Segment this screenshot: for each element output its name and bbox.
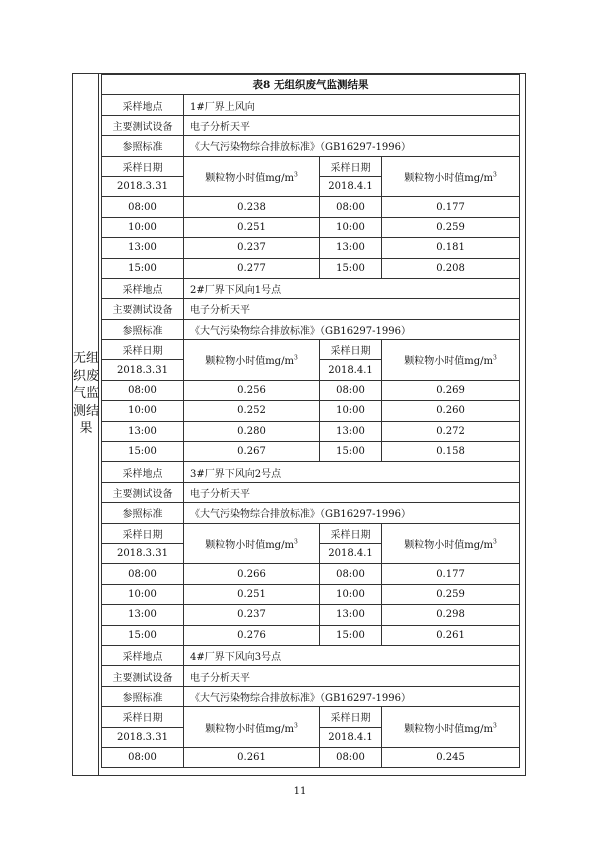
value-header-1	[184, 156, 320, 197]
value-header-text: 颗粒物小时值mg/m	[404, 723, 493, 735]
value-cell: 0.261	[382, 625, 520, 645]
standard-row	[102, 686, 520, 706]
date-header-row	[102, 156, 520, 176]
value-cell: 0.237	[184, 238, 320, 258]
equipment-row	[102, 482, 520, 502]
table-row	[102, 401, 520, 421]
unit-superscript: 3	[293, 355, 298, 363]
date-label-1: 采样日期	[102, 156, 184, 176]
date-value-1: 2018.3.31	[102, 727, 184, 747]
time-cell: 15:00	[320, 258, 382, 278]
value-cell: 0.266	[184, 564, 320, 584]
standard-label: 参照标准	[102, 686, 184, 706]
site-value: 1#厂界上风向	[184, 95, 520, 115]
unit-superscript: 3	[293, 171, 298, 179]
equipment-label: 主要测试设备	[102, 482, 184, 502]
table-row	[102, 380, 520, 400]
value-cell: 0.280	[184, 421, 320, 441]
date-value-1: 2018.3.31	[102, 176, 184, 196]
time-cell: 15:00	[102, 442, 184, 462]
value-cell: 0.298	[382, 605, 520, 625]
value-header-1	[184, 340, 320, 381]
table-row	[102, 421, 520, 441]
table-row	[102, 605, 520, 625]
unit-superscript: 3	[492, 355, 497, 363]
standard-row	[102, 319, 520, 339]
site-label: 采样地点	[102, 278, 184, 298]
value-header-1	[184, 523, 320, 564]
time-cell: 15:00	[320, 442, 382, 462]
time-cell: 13:00	[320, 605, 382, 625]
value-cell: 0.177	[382, 564, 520, 584]
date-label-2: 采样日期	[320, 340, 382, 360]
unit-superscript: 3	[293, 538, 298, 546]
time-cell: 10:00	[102, 217, 184, 237]
time-cell: 08:00	[102, 564, 184, 584]
equipment-label: 主要测试设备	[102, 115, 184, 135]
site-row	[102, 462, 520, 482]
time-cell: 08:00	[102, 380, 184, 400]
results-table	[101, 74, 520, 768]
standard-value: 《大气污染物综合排放标准》（GB16297-1996）	[184, 686, 520, 706]
time-cell: 08:00	[320, 564, 382, 584]
value-header-2	[382, 156, 520, 197]
table-title: 表8 无组织废气监测结果	[102, 75, 520, 95]
table-row	[102, 584, 520, 604]
unit-superscript: 3	[492, 171, 497, 179]
standard-row	[102, 503, 520, 523]
value-cell: 0.177	[382, 197, 520, 217]
date-label-1: 采样日期	[102, 707, 184, 727]
value-header-text: 颗粒物小时值mg/m	[404, 172, 493, 184]
table-row	[102, 564, 520, 584]
results-table-container	[101, 74, 519, 768]
site-value: 4#厂界下风向3号点	[184, 645, 520, 665]
value-header-text: 颗粒物小时值mg/m	[205, 356, 294, 368]
site-label: 采样地点	[102, 462, 184, 482]
time-cell: 10:00	[320, 217, 382, 237]
time-cell: 10:00	[102, 584, 184, 604]
standard-value: 《大气污染物综合排放标准》（GB16297-1996）	[184, 503, 520, 523]
table-row	[102, 197, 520, 217]
equipment-row	[102, 115, 520, 135]
site-label: 采样地点	[102, 95, 184, 115]
equipment-value: 电子分析天平	[184, 115, 520, 135]
value-cell: 0.158	[382, 442, 520, 462]
standard-label: 参照标准	[102, 503, 184, 523]
time-cell: 08:00	[320, 380, 382, 400]
date-value-2: 2018.4.1	[320, 176, 382, 196]
date-label-2: 采样日期	[320, 707, 382, 727]
value-header-2	[382, 707, 520, 748]
time-cell: 15:00	[320, 625, 382, 645]
value-cell: 0.272	[382, 421, 520, 441]
table-row	[102, 625, 520, 645]
report-frame	[72, 73, 526, 776]
value-cell: 0.269	[382, 380, 520, 400]
value-cell: 0.245	[382, 747, 520, 767]
date-header-row	[102, 340, 520, 360]
value-cell: 0.252	[184, 401, 320, 421]
date-label-2: 采样日期	[320, 523, 382, 543]
value-header-2	[382, 340, 520, 381]
equipment-label: 主要测试设备	[102, 299, 184, 319]
time-cell: 13:00	[320, 421, 382, 441]
time-cell: 13:00	[102, 605, 184, 625]
value-header-text: 颗粒物小时值mg/m	[205, 539, 294, 551]
value-cell: 0.276	[184, 625, 320, 645]
value-header-text: 颗粒物小时值mg/m	[404, 356, 493, 368]
date-value-2: 2018.4.1	[320, 543, 382, 563]
value-cell: 0.238	[184, 197, 320, 217]
table-row	[102, 442, 520, 462]
unit-superscript: 3	[492, 722, 497, 730]
value-cell: 0.208	[382, 258, 520, 278]
value-cell: 0.267	[184, 442, 320, 462]
date-value-1: 2018.3.31	[102, 543, 184, 563]
site-label: 采样地点	[102, 645, 184, 665]
date-value-1: 2018.3.31	[102, 360, 184, 380]
time-cell: 13:00	[102, 421, 184, 441]
table-row	[102, 217, 520, 237]
time-cell: 13:00	[102, 238, 184, 258]
standard-row	[102, 136, 520, 156]
equipment-row	[102, 666, 520, 686]
equipment-value: 电子分析天平	[184, 666, 520, 686]
value-header-1	[184, 707, 320, 748]
value-cell: 0.277	[184, 258, 320, 278]
time-cell: 08:00	[102, 197, 184, 217]
standard-value: 《大气污染物综合排放标准》（GB16297-1996）	[184, 136, 520, 156]
date-header-row	[102, 523, 520, 543]
value-cell: 0.260	[382, 401, 520, 421]
value-cell: 0.251	[184, 217, 320, 237]
site-row	[102, 645, 520, 665]
date-label-1: 采样日期	[102, 523, 184, 543]
site-row	[102, 95, 520, 115]
date-value-2: 2018.4.1	[320, 360, 382, 380]
time-cell: 08:00	[102, 747, 184, 767]
table-row	[102, 747, 520, 767]
standard-label: 参照标准	[102, 136, 184, 156]
equipment-value: 电子分析天平	[184, 482, 520, 502]
equipment-row	[102, 299, 520, 319]
time-cell: 08:00	[320, 197, 382, 217]
value-header-text: 颗粒物小时值mg/m	[404, 539, 493, 551]
date-header-row	[102, 707, 520, 727]
time-cell: 10:00	[320, 401, 382, 421]
value-cell: 0.251	[184, 584, 320, 604]
equipment-label: 主要测试设备	[102, 666, 184, 686]
time-cell: 15:00	[102, 258, 184, 278]
time-cell: 08:00	[320, 747, 382, 767]
value-cell: 0.181	[382, 238, 520, 258]
value-cell: 0.256	[184, 380, 320, 400]
value-header-2	[382, 523, 520, 564]
date-label-2: 采样日期	[320, 156, 382, 176]
standard-value: 《大气污染物综合排放标准》（GB16297-1996）	[184, 319, 520, 339]
time-cell: 10:00	[102, 401, 184, 421]
date-value-2: 2018.4.1	[320, 727, 382, 747]
date-label-1: 采样日期	[102, 340, 184, 360]
equipment-value: 电子分析天平	[184, 299, 520, 319]
value-cell: 0.261	[184, 747, 320, 767]
value-header-text: 颗粒物小时值mg/m	[205, 172, 294, 184]
value-cell: 0.259	[382, 584, 520, 604]
time-cell: 15:00	[102, 625, 184, 645]
page-number: 11	[293, 786, 307, 797]
unit-superscript: 3	[293, 722, 298, 730]
value-cell: 0.259	[382, 217, 520, 237]
time-cell: 10:00	[320, 584, 382, 604]
side-label: 无组织废气监测结果	[73, 351, 100, 437]
table-row	[102, 258, 520, 278]
side-column	[73, 74, 99, 775]
time-cell: 13:00	[320, 238, 382, 258]
site-row	[102, 278, 520, 298]
value-header-text: 颗粒物小时值mg/m	[205, 723, 294, 735]
site-value: 2#厂界下风向1号点	[184, 278, 520, 298]
unit-superscript: 3	[492, 538, 497, 546]
standard-label: 参照标准	[102, 319, 184, 339]
table-row	[102, 238, 520, 258]
value-cell: 0.237	[184, 605, 320, 625]
site-value: 3#厂界下风向2号点	[184, 462, 520, 482]
